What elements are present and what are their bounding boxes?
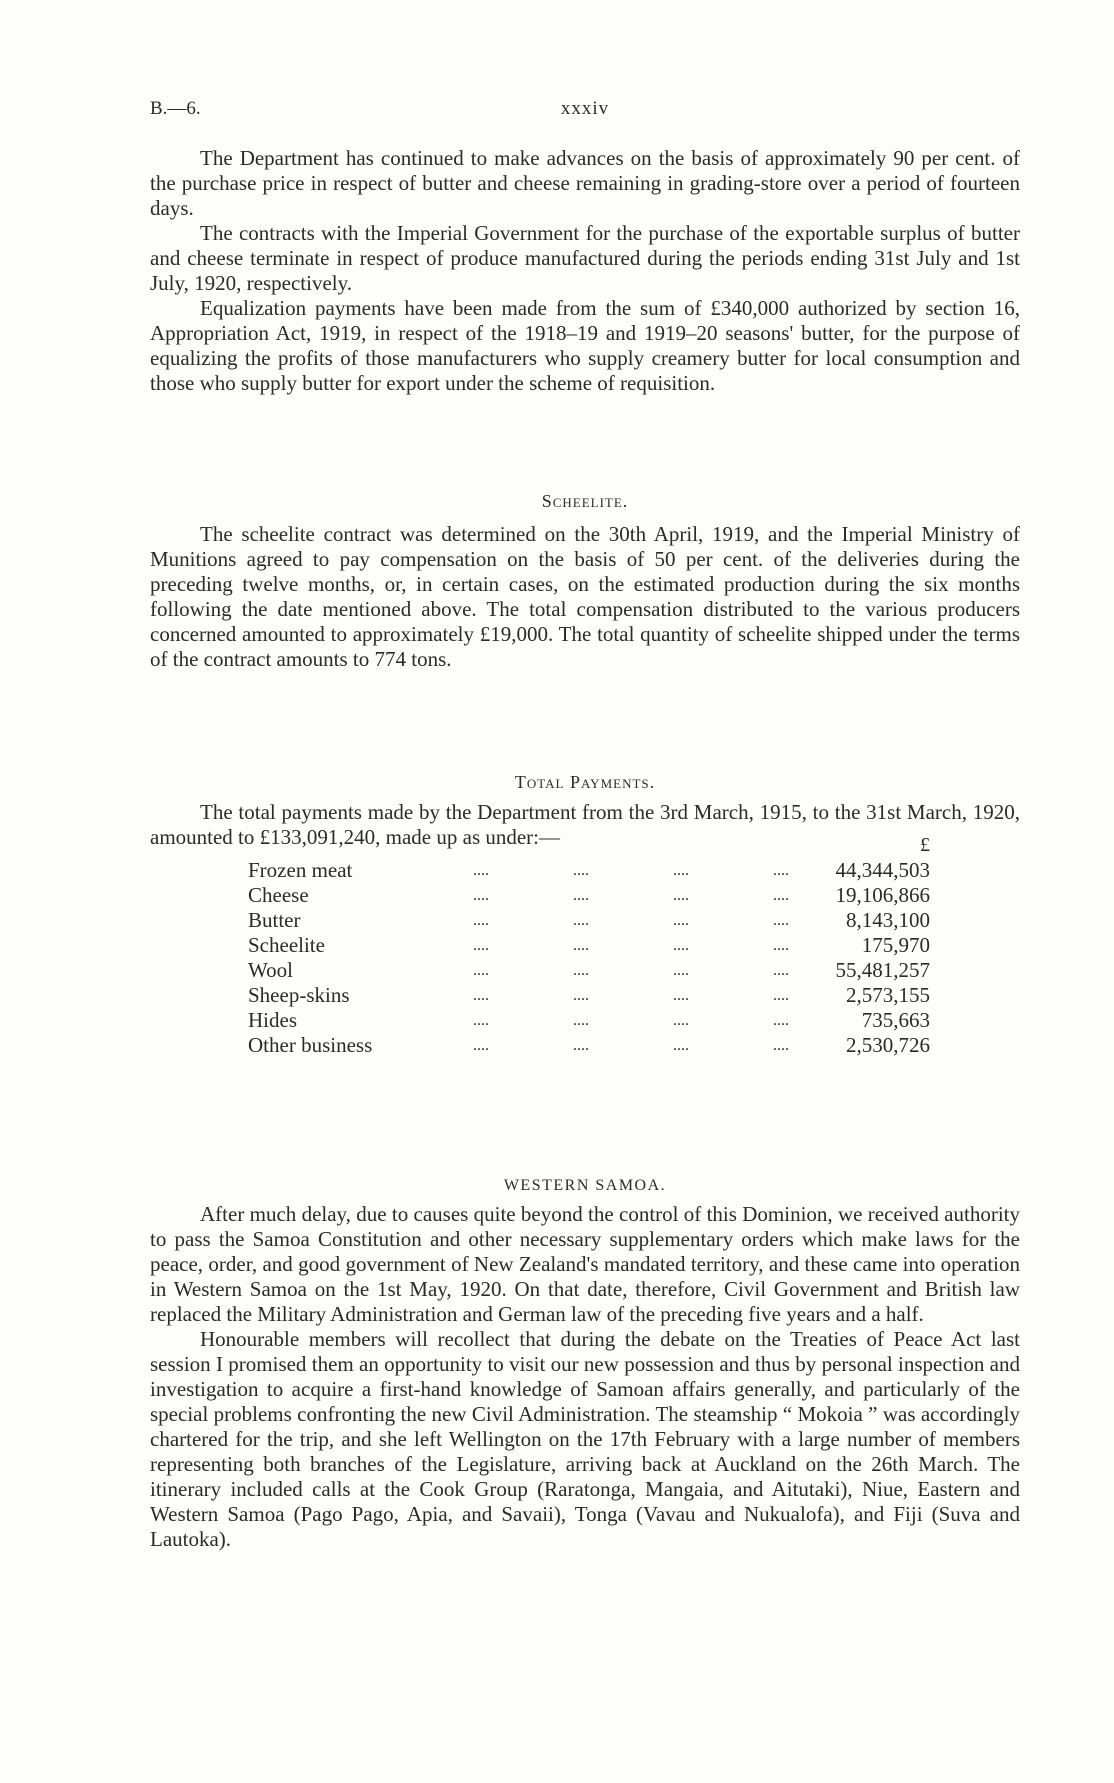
row-label: Scheelite — [248, 933, 325, 957]
dot-leader: .... — [673, 987, 689, 1004]
paragraph: Equalization payments have been made from the sum of £340,000 authorized by section 16, Appropriation Act, 1919, in respect of the 1918–19 and 1919–20 seasons' butter, for the purpose of equalizing the profits of those manufacturers who supply creamery butter for local consumption and those who supply butter for export under the scheme of requisition. — [150, 296, 1020, 395]
table-row — [248, 983, 928, 1008]
dot-leader: .... — [673, 912, 689, 929]
intro-section — [150, 146, 1020, 396]
row-value: 8,143,100 — [846, 908, 930, 932]
dot-leader: .... — [773, 912, 789, 929]
table-row — [248, 1008, 928, 1033]
dot-leader: .... — [473, 912, 489, 929]
western-samoa-section — [150, 1202, 1020, 1552]
paragraph: The contracts with the Imperial Government for the purchase of the exportable surplus of butter and cheese terminate in respect of produce manufactured during the periods ending 31st July and 1st July, 1920, respectively. — [150, 221, 1020, 295]
section-heading-scheelite: Scheelite. — [541, 491, 629, 511]
dot-leader: .... — [773, 862, 789, 879]
table-row — [248, 958, 928, 983]
paragraph: The scheelite contract was determined on the 30th April, 1919, and the Imperial Ministry of Munitions agreed to pay compensation on the basis of 50 per cent. of the deliveries during the preceding twelve months, or, in certain cases, on the estimated production during the six months following the date mentioned above. The total compensation distributed to the various producers concerned amounted to approximately £19,000. The total quantity of scheelite shipped under the terms of the contract amounts to 774 tons. — [150, 522, 1020, 671]
table-row — [248, 1033, 928, 1058]
row-value: 735,663 — [861, 1008, 930, 1032]
dot-leader: .... — [773, 1012, 789, 1029]
total-payments-section — [150, 800, 1020, 850]
scheelite-section — [150, 522, 1020, 672]
paper-reference: B.—6. — [150, 98, 201, 119]
table-row — [248, 858, 928, 883]
dot-leader: .... — [473, 887, 489, 904]
dot-leader: .... — [573, 862, 589, 879]
table-row — [248, 933, 928, 958]
row-label: Butter — [248, 908, 301, 932]
dot-leader: .... — [473, 1037, 489, 1054]
row-label: Sheep-skins — [248, 983, 350, 1007]
dot-leader: .... — [473, 962, 489, 979]
row-value: 2,530,726 — [846, 1033, 930, 1057]
currency-header: £ — [920, 834, 930, 856]
dot-leader: .... — [673, 862, 689, 879]
paragraph: After much delay, due to causes quite beyond the control of this Dominion, we received authority to pass the Samoa Constitution and other necessary supplementary orders which make laws for the peace, order, and good government of New Zealand's mandated territory, and these came into operation in Western Samoa on the 1st May, 1920. On that date, therefore, Civil Government and British law replaced the Military Administration and German law of the preceding five years and a half. — [150, 1202, 1020, 1326]
row-value: 44,344,503 — [835, 858, 930, 882]
paragraph: The Department has continued to make advances on the basis of approximately 90 per cent. of the purchase price in respect of butter and cheese remaining in grading-store over a period of fourteen days. — [150, 146, 1020, 220]
row-label: Frozen meat — [248, 858, 353, 882]
dot-leader: .... — [773, 887, 789, 904]
paragraph: The total payments made by the Department from the 3rd March, 1915, to the 31st March, 1920, amounted to £133,091,240, made up as under:— — [150, 800, 1020, 849]
table-row — [248, 883, 928, 908]
dot-leader: .... — [673, 962, 689, 979]
dot-leader: .... — [673, 1012, 689, 1029]
row-label: Cheese — [248, 883, 309, 907]
dot-leader: .... — [573, 1012, 589, 1029]
dot-leader: .... — [573, 937, 589, 954]
section-heading-western-samoa: WESTERN SAMOA. — [503, 1177, 667, 1194]
dot-leader: .... — [473, 862, 489, 879]
section-heading-total-payments: Total Payments. — [514, 772, 656, 792]
dot-leader: .... — [773, 962, 789, 979]
paragraph: Honourable members will recollect that during the debate on the Treaties of Peace Act last session I promised them an opportunity to visit our new possession and thus by personal inspection and investigation to acquire a first-hand knowledge of Samoan affairs generally, and particularly of the special problems confronting the new Civil Administration. The steamship “ Mokoia ” was accordingly chartered for the trip, and she left Wellington on the 17th February with a large number of members representing both branches of the Legislature, arriving back at Auckland on the 26th March. The itinerary included calls at the Cook Group (Raratonga, Mangaia, and Aitutaki), Niue, Eastern and Western Samoa (Pago Pago, Apia, and Savaii), Tonga (Vavau and Nukualofa), and Fiji (Suva and Lautoka). — [150, 1327, 1020, 1551]
dot-leader: .... — [573, 987, 589, 1004]
dot-leader: .... — [773, 987, 789, 1004]
dot-leader: .... — [573, 887, 589, 904]
page-header — [150, 98, 1020, 128]
row-label: Hides — [248, 1008, 297, 1032]
dot-leader: .... — [473, 1012, 489, 1029]
dot-leader: .... — [573, 912, 589, 929]
table-row — [248, 908, 928, 933]
dot-leader: .... — [673, 1037, 689, 1054]
row-value: 175,970 — [861, 933, 930, 957]
row-label: Wool — [248, 958, 293, 982]
row-value: 2,573,155 — [846, 983, 930, 1007]
page-number: xxxiv — [560, 98, 610, 119]
dot-leader: .... — [673, 937, 689, 954]
dot-leader: .... — [573, 962, 589, 979]
dot-leader: .... — [473, 987, 489, 1004]
payments-table — [248, 834, 930, 1058]
row-value: 55,481,257 — [835, 958, 930, 982]
row-label: Other business — [248, 1033, 373, 1057]
dot-leader: .... — [573, 1037, 589, 1054]
row-value: 19,106,866 — [835, 883, 930, 907]
dot-leader: .... — [773, 1037, 789, 1054]
dot-leader: .... — [473, 937, 489, 954]
dot-leader: .... — [773, 937, 789, 954]
dot-leader: .... — [673, 887, 689, 904]
